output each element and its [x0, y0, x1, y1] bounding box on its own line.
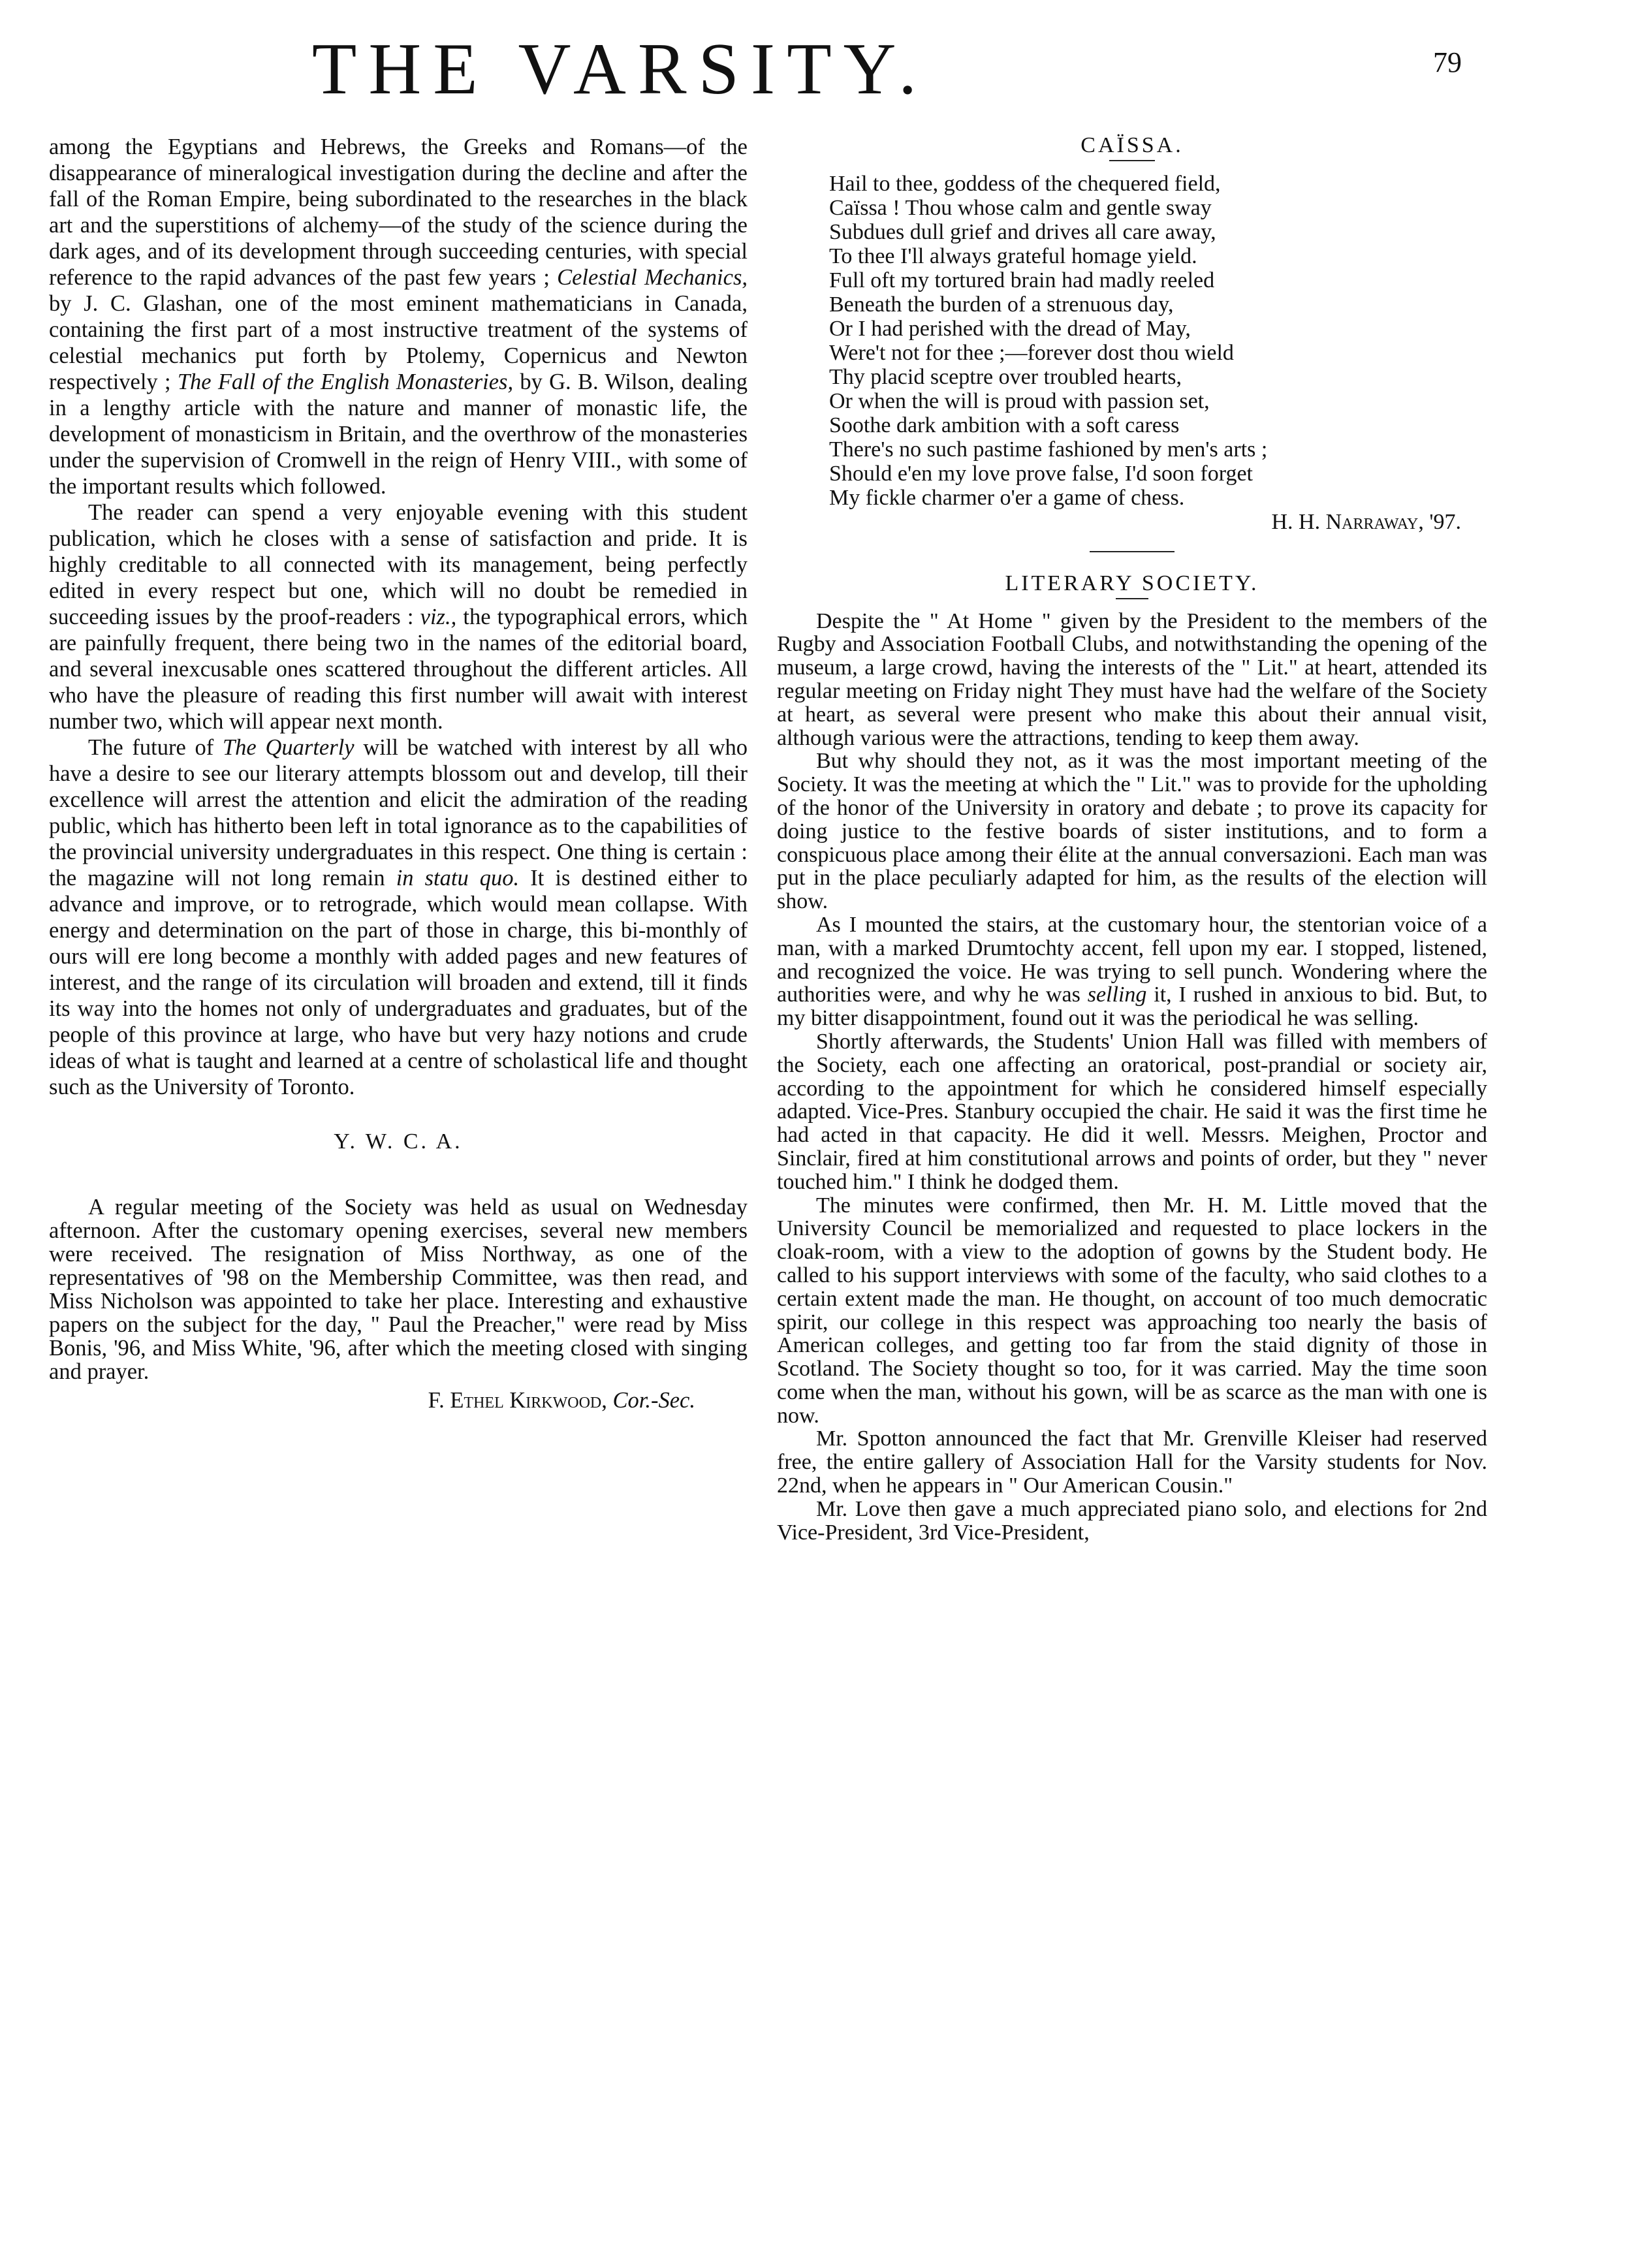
- latin-phrase: in statu quo.: [396, 866, 520, 890]
- poem: [829, 172, 1487, 534]
- lit-paragraph-1: Despite the " At Home " given by the President to the members of the Rugby and Association Football Clubs, and notwithstanding the opening of the museum, a large crowd, having the interests of the " Lit." at heart, attended its regular meeting on Friday night They must have had the welfare of the Society at heart, as several were present who make this about their annual visit, although various were the attractions, tending to keep them away.: [777, 608, 1487, 750]
- poem-line: To thee I'll always grateful homage yield.: [829, 244, 1197, 268]
- ywca-signature: [49, 1387, 748, 1413]
- review-text: by G. B. Wilson, dealing in a lengthy article with the nature and manner of monastic life, the development of monasticism in Britain, and the overthrow of the monasteries under the supervision of Cromwell in the reign of Henry VIII., with some of the important results which followed.: [49, 370, 748, 499]
- section-divider: [1090, 551, 1175, 552]
- literary-society-heading: LITERARY SOCIETY.: [1005, 571, 1259, 595]
- poem-line: Full oft my tortured brain had madly reeled: [829, 268, 1215, 292]
- poem-line: Or I had perished with the dread of May,: [829, 316, 1191, 341]
- page-number: 79: [1433, 46, 1462, 78]
- review-text: will be watched with interest by all who have a desire to see our literary attempts blossom out and develop, till their excellence will arrest the attention and elicit the admiration of the reading public, which has hitherto been left in total ignorance as to the capabilities of the provincial university undergraduates in this respect. One thing is certain : the magazine will not long remain: [49, 735, 748, 890]
- lit-emphasis: selling: [1087, 983, 1147, 1007]
- right-column: [777, 134, 1487, 1544]
- poem-line: There's no such pastime fashioned by men's arts ;: [829, 437, 1268, 462]
- signature-title: Cor.-Sec.: [612, 1388, 695, 1413]
- poem-line: Or when the will is proud with passion set,: [829, 388, 1210, 413]
- poem-line: Subdues dull grief and drives all care away,: [829, 219, 1216, 244]
- review-emphasis: viz.,: [420, 605, 457, 629]
- poem-signature: H. H. Narraway, '97.: [1271, 509, 1461, 534]
- poem-line: Hail to thee, goddess of the chequered field,: [829, 171, 1221, 196]
- review-text: by J. C. Glashan, one of the most eminent mathematicians in Canada, containing the first part of a most instructive treatment of the systems of celestial mechanics put forth by Ptolemy, Copernicus and Newton respectively ;: [49, 291, 748, 394]
- lit-paragraph-5: The minutes were confirmed, then Mr. H. M. Little moved that the University Council be memorialized and requested to place lockers in the cloak-room, with a view to the adoption of gowns by the Student body. He called to his support interviews with some of the faculty, who said clothes to a certain extent made the man. He thought, on account of too much democratic spirit, our college in this respect was approaching too nearly the basis of American colleges, and getting too far from the staid dignity of those in Scotland. The Society thought so too, for it was carried. May the time soon come when the man, without his gown, will be as scarce as the man with one is now.: [777, 1193, 1487, 1428]
- lit-paragraph-3: [777, 913, 1487, 1030]
- article-title: Celestial Mechanics,: [557, 265, 748, 290]
- review-paragraph-1: [49, 134, 748, 499]
- poem-line: Soothe dark ambition with a soft caress: [829, 413, 1180, 437]
- review-paragraph-3: [49, 734, 748, 1100]
- poem-line: Beneath the burden of a strenuous day,: [829, 292, 1174, 317]
- review-text: The future of: [88, 735, 214, 760]
- lit-paragraph-4: Shortly afterwards, the Students' Union Hall was filled with members of the Society, each one affecting an oratorical, post-prandial or society air, according to the appointment for which he considered himself especially adapted. Vice-Pres. Stanbury occupied the chair. He said it was the first time he had acted in that capacity. He did it well. Messrs. Meighen, Proctor and Sinclair, fired at him constitutional arrows and points of order, but they " never touched him." I think he dodged them.: [777, 1029, 1487, 1194]
- poem-line: Thy placid sceptre over troubled hearts,: [829, 364, 1182, 389]
- signature-name: F. Ethel Kirkwood,: [428, 1388, 607, 1413]
- poem-line: Should e'en my love prove false, I'd soon forget: [829, 461, 1253, 486]
- poem-line: My fickle charmer o'er a game of chess.: [829, 485, 1185, 510]
- ywca-body: A regular meeting of the Society was held as usual on Wednesday afternoon. After the customary opening exercises, several new members were received. The resignation of Miss Northway, as one of the representatives of '98 on the Membership Committee, was then read, and Miss Nicholson was appointed to take her place. Interesting and exhaustive papers on the subject for the day, " Paul the Preacher," were read by Miss Bonis, '96, and Miss White, '96, after which the meeting closed with singing and prayer.: [49, 1195, 748, 1384]
- poem-line: Were't not for thee ;—forever dost thou wield: [829, 340, 1234, 365]
- review-text: The reader can spend a very enjoyable evening with this student publication, which he closes with a sense of satisfaction and pride. It is highly creditable to all connected with its management, being perfectly edited in every respect but one, which will no doubt be remedied in succeeding issues by the proof-readers :: [49, 500, 748, 629]
- lit-paragraph-7: Mr. Love then gave a much appreciated piano solo, and elections for 2nd Vice-President, 3rd Vice-President,: [777, 1496, 1487, 1545]
- masthead-title: THE VARSITY.: [311, 29, 929, 110]
- heading-rule: [1116, 598, 1148, 599]
- lit-paragraph-6: Mr. Spotton announced the fact that Mr. Grenville Kleiser had reserved free, the entire gallery of Association Hall for the Varsity students for Nov. 22nd, when he appears in " Our American Cousin.": [777, 1426, 1487, 1498]
- review-text: among the Egyptians and Hebrews, the Greeks and Romans—of the disappearance of mineralogical investigation during the decline and after the fall of the Roman Empire, being subordinated to the researches in the black art and the superstitions of alchemy—of the study of the science during the dark ages, and of its development through succeeding centuries, with special reference to the rapid advances of the past few years ;: [49, 134, 748, 290]
- review-text: It is destined either to advance and improve, or to retrograde, which would mean collapse. With energy and determination on the part of those in charge, this bi-monthly of ours will ere long become a monthly with added pages and new features of interest, and the range of its circulation will broaden and extend, till it finds its way into the homes not only of undergraduates and graduates, but of the people of this province at large, who have but very hazy notions and crude ideas of what is taught and learned at a centre of scholastical life and thought such as the University of Toronto.: [49, 866, 748, 1099]
- lit-text: it, I rushed in anxious to bid. But, to my bitter disappointment, found out it was the periodical he was selling.: [777, 983, 1487, 1031]
- review-paragraph-2: [49, 499, 748, 734]
- lit-text: As I mounted the stairs, at the customary hour, the stentorian voice of a man, with a marked Drumtochty accent, fell upon my ear. I stopped, listened, and recognized the voice. He was trying to sell punch. Wondering where the authorities were, and why he was: [777, 912, 1487, 1007]
- lit-paragraph-2: But why should they not, as it was the most important meeting of the Society. It was the meeting at which the " Lit." was to provide for the upholding of the honor of the University in oratory and debate ; to prove its capacity for doing justice to the festive boards of sister institutions, and to form a conspicuous place among their élite at the annual conversazioni. Each man was put in the place peculiarly adapted for him, as the results of the election will show.: [777, 749, 1487, 914]
- article-title: The Fall of the English Monasteries,: [177, 370, 514, 394]
- publication-title: The Quarterly: [223, 735, 355, 760]
- left-column: [49, 134, 748, 1413]
- poem-heading: CAÏSSA.: [1080, 133, 1184, 157]
- poem-line: Caïssa ! Thou whose calm and gentle sway: [829, 195, 1212, 220]
- review-text: the typographical errors, which are painfully frequent, there being two in the names of the editorial board, and several inexcusable ones scattered throughout the different articles. All who have the pleasure of reading this first number will await with interest number two, which will appear next month.: [49, 605, 748, 734]
- heading-rule: [1109, 160, 1155, 161]
- ywca-heading: Y. W. C. A.: [334, 1129, 463, 1154]
